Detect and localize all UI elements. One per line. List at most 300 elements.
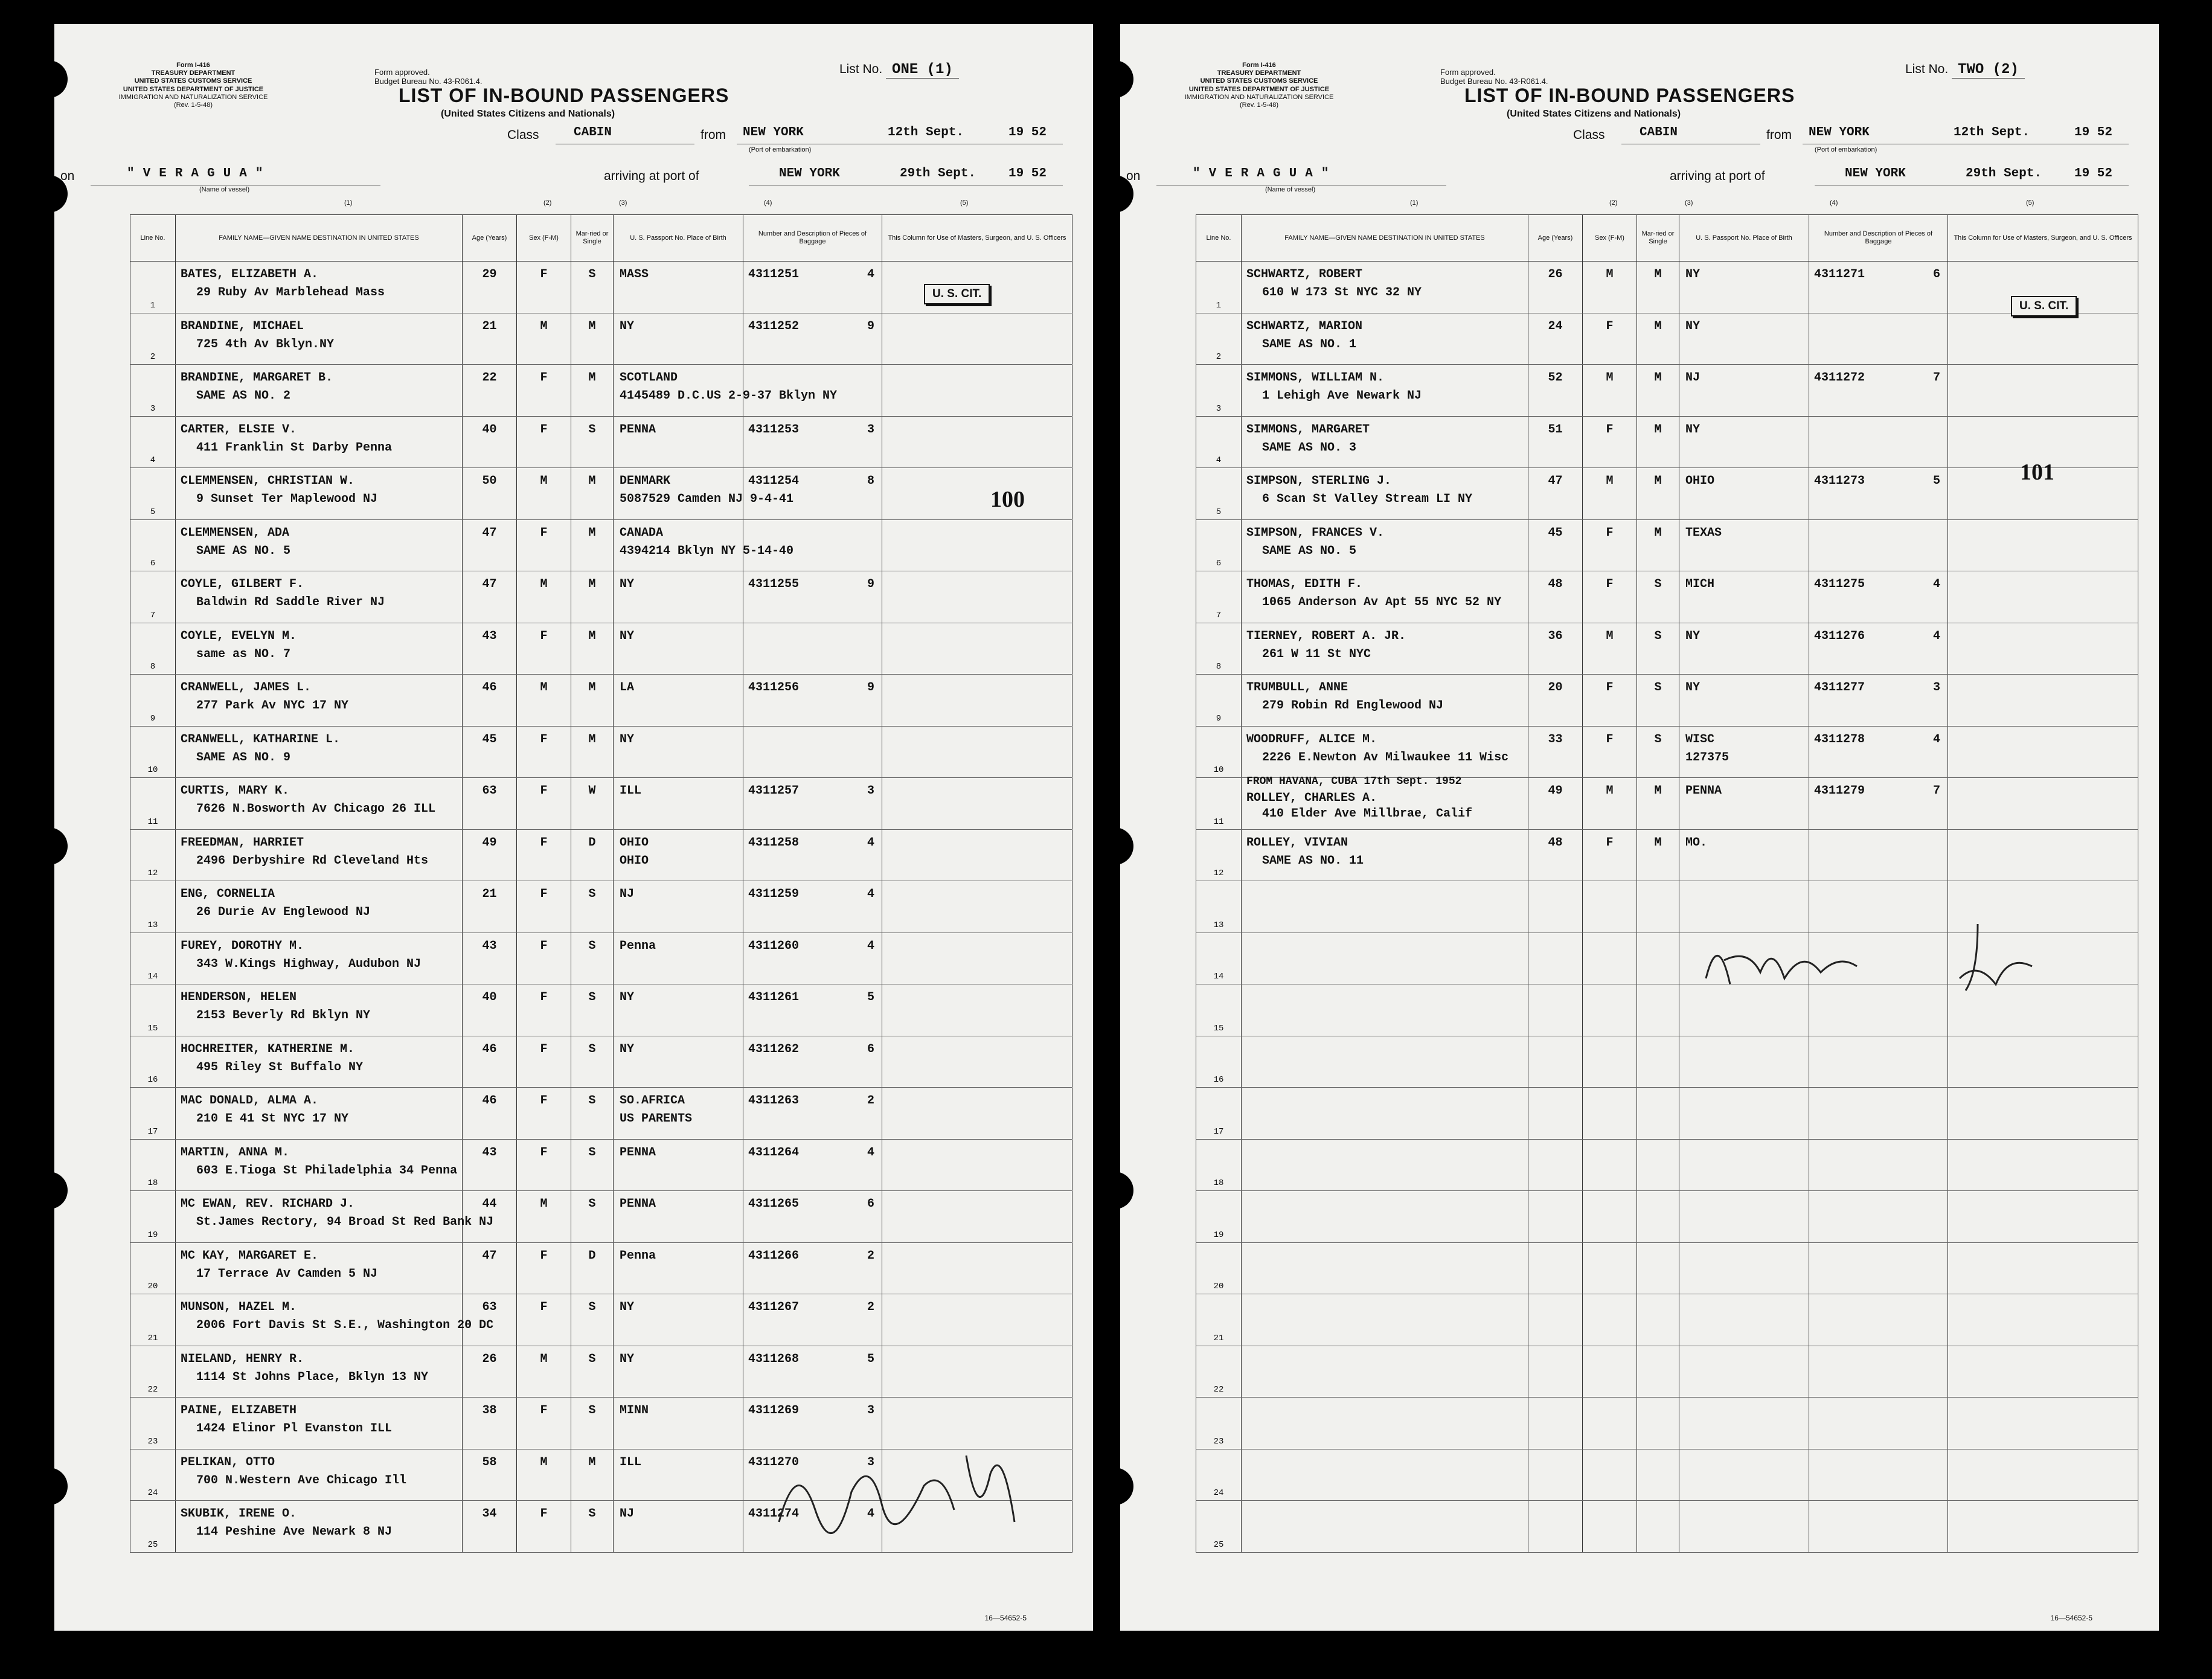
passenger-age: 26 xyxy=(1548,268,1563,281)
passenger-age: 26 xyxy=(482,1352,497,1366)
cell-age xyxy=(463,1139,517,1191)
passenger-marital-status: M xyxy=(588,681,596,695)
cell-name xyxy=(1242,365,1528,417)
cell-officers xyxy=(1948,1449,2138,1501)
baggage-pieces: 7 xyxy=(1932,371,1940,385)
passenger-destination: 210 E 41 St NYC 17 NY xyxy=(196,1112,349,1126)
arrival-year: 19 52 xyxy=(2074,167,2113,181)
passenger-destination: 26 Durie Av Englewood NJ xyxy=(196,905,371,919)
cell-baggage xyxy=(743,675,882,727)
passenger-sex: F xyxy=(540,1042,548,1056)
cell-passport xyxy=(1679,1398,1809,1449)
col-num-3: (3) xyxy=(1685,199,1693,207)
cell-name xyxy=(1242,262,1528,313)
arrival-port: NEW YORK xyxy=(1845,167,1906,181)
baggage-pieces: 7 xyxy=(1932,784,1940,798)
cell-passport xyxy=(614,881,743,933)
treasury-dept: TREASURY DEPARTMENT xyxy=(151,69,236,77)
cell-sex xyxy=(517,1191,571,1243)
header-age: Age (Years) xyxy=(463,215,517,262)
passenger-age: 63 xyxy=(482,1300,497,1314)
punch-hole xyxy=(1096,827,1133,865)
passenger-destination: 17 Terrace Av Camden 5 NJ xyxy=(196,1266,378,1281)
embark-port: NEW YORK xyxy=(743,126,804,140)
page-title: LIST OF IN-BOUND PASSENGERS xyxy=(1464,85,1795,106)
form-approved: Form approved. xyxy=(1440,68,1496,77)
passenger-destination: 495 Riley St Buffalo NY xyxy=(196,1060,364,1074)
col-num-5: (5) xyxy=(960,199,969,207)
passenger-name: SIMMONS, MARGARET xyxy=(1246,422,1370,437)
passport-birthplace: NJ xyxy=(1685,371,1701,385)
passenger-destination: SAME AS NO. 5 xyxy=(1262,544,1357,558)
passenger-destination: 9 Sunset Ter Maplewood NJ xyxy=(196,492,378,506)
cell-baggage xyxy=(743,933,882,984)
cell-name xyxy=(176,881,463,933)
baggage-pieces: 9 xyxy=(867,577,874,591)
customs-service: UNITED STATES CUSTOMS SERVICE xyxy=(1200,77,1318,85)
header-line-no: Line No. xyxy=(130,215,176,262)
cell-baggage xyxy=(743,519,882,571)
passenger-age: 40 xyxy=(482,990,497,1004)
cell-name xyxy=(176,519,463,571)
cell-sex xyxy=(1583,675,1637,727)
cell-name xyxy=(1242,468,1528,520)
baggage-pieces: 6 xyxy=(1932,268,1940,281)
table-row xyxy=(130,1036,1072,1088)
col-num-4: (4) xyxy=(764,199,772,207)
passenger-table xyxy=(1196,214,2138,1553)
page-subtitle: (United States Citizens and Nationals) xyxy=(1507,109,1681,119)
cell-sex xyxy=(1583,881,1637,933)
passport-birthplace: PENNA xyxy=(1685,784,1722,798)
budget-bureau: Budget Bureau No. 43-R061.4. xyxy=(374,77,482,86)
table-row xyxy=(1196,726,2138,778)
cell-officers xyxy=(882,726,1072,778)
justice-dept: UNITED STATES DEPARTMENT OF JUSTICE xyxy=(123,86,264,93)
cell-age xyxy=(1528,262,1583,313)
passenger-sex: F xyxy=(540,629,548,643)
punch-hole xyxy=(30,827,68,865)
vessel-label: (Name of vessel) xyxy=(1265,186,1316,193)
cell-line-no xyxy=(1196,829,1242,881)
cell-sex xyxy=(517,1088,571,1140)
passenger-marital-status: S xyxy=(588,1507,596,1521)
line-number: 25 xyxy=(1213,1539,1224,1550)
cell-name xyxy=(1242,1088,1528,1140)
passenger-sex: F xyxy=(540,1145,548,1160)
ins-service: IMMIGRATION AND NATURALIZATION SERVICE xyxy=(1184,94,1334,101)
cell-baggage xyxy=(1809,726,1948,778)
cell-age xyxy=(463,1501,517,1553)
table-row xyxy=(130,571,1072,623)
cell-passport xyxy=(1679,1242,1809,1294)
passenger-age: 21 xyxy=(482,319,497,333)
passenger-marital-status: S xyxy=(588,422,596,437)
ins-service: IMMIGRATION AND NATURALIZATION SERVICE xyxy=(118,94,268,101)
cell-age xyxy=(463,571,517,623)
cell-married xyxy=(571,881,614,933)
baggage-number: 4311275 xyxy=(1814,577,1865,591)
cell-line-no xyxy=(130,778,176,830)
table-row xyxy=(1196,778,2138,830)
table-row xyxy=(1196,571,2138,623)
table-row xyxy=(130,1346,1072,1398)
cell-married xyxy=(571,1139,614,1191)
cell-age xyxy=(1528,1294,1583,1346)
cell-sex xyxy=(517,1501,571,1553)
cell-sex xyxy=(1583,1088,1637,1140)
cell-baggage xyxy=(743,984,882,1036)
col-num-1: (1) xyxy=(1410,199,1419,207)
handwritten-signature xyxy=(1694,906,2056,1027)
cell-passport xyxy=(614,984,743,1036)
baggage-number: 4311278 xyxy=(1814,732,1865,746)
cell-married xyxy=(1637,1398,1679,1449)
passenger-sex: F xyxy=(540,835,548,850)
line-number: 5 xyxy=(150,507,156,517)
passenger-marital-status: M xyxy=(588,1455,596,1469)
line-number: 8 xyxy=(1216,662,1222,672)
cell-age xyxy=(1528,829,1583,881)
cell-name xyxy=(176,313,463,365)
baggage-pieces: 4 xyxy=(867,268,874,281)
cell-baggage xyxy=(743,829,882,881)
passenger-destination: 2006 Fort Davis St S.E., Washington 20 DC xyxy=(196,1318,494,1332)
passenger-age: 20 xyxy=(1548,681,1563,695)
baggage-pieces: 3 xyxy=(867,784,874,798)
cell-line-no xyxy=(1196,262,1242,313)
cell-sex xyxy=(517,1398,571,1449)
line-number: 4 xyxy=(1216,455,1222,465)
cell-name xyxy=(176,416,463,468)
line-number: 22 xyxy=(1213,1385,1224,1395)
passenger-age: 43 xyxy=(482,939,497,953)
passenger-sex: M xyxy=(1606,629,1614,643)
table-row xyxy=(1196,468,2138,520)
cell-sex xyxy=(1583,778,1637,830)
cell-line-no xyxy=(1196,675,1242,727)
table-row xyxy=(1196,1088,2138,1140)
passenger-age: 21 xyxy=(482,887,497,901)
passport-birthplace: NY xyxy=(620,990,635,1004)
cell-age xyxy=(463,623,517,675)
table-row xyxy=(1196,1501,2138,1553)
cell-sex xyxy=(517,1346,571,1398)
cell-age xyxy=(463,416,517,468)
passenger-destination: 2226 E.Newton Av Milwaukee 11 Wisc xyxy=(1262,750,1509,765)
line-number: 1 xyxy=(150,300,156,310)
passport-birthplace: Penna xyxy=(620,1248,656,1263)
passenger-marital-status: S xyxy=(588,1042,596,1056)
arrival-port: NEW YORK xyxy=(779,167,840,181)
cell-line-no xyxy=(1196,726,1242,778)
passenger-age: 22 xyxy=(482,371,497,385)
cell-age xyxy=(463,1088,517,1140)
cell-sex xyxy=(1583,1191,1637,1243)
baggage-pieces: 4 xyxy=(1932,629,1940,643)
line-number: 6 xyxy=(1216,559,1222,568)
cell-sex xyxy=(517,778,571,830)
cell-sex xyxy=(517,726,571,778)
cell-married xyxy=(1637,365,1679,417)
baggage-pieces: 5 xyxy=(1932,474,1940,488)
passenger-sex: F xyxy=(540,371,548,385)
line-number: 19 xyxy=(147,1230,158,1240)
list-number-label: List No. xyxy=(839,62,883,76)
cell-married xyxy=(571,365,614,417)
passenger-sex: M xyxy=(540,1455,548,1469)
cell-name xyxy=(1242,881,1528,933)
cell-sex xyxy=(1583,468,1637,520)
cell-officers xyxy=(882,778,1072,830)
table-row xyxy=(1196,262,2138,313)
cell-age xyxy=(463,984,517,1036)
header-sex: Sex (F-M) xyxy=(1583,215,1637,262)
table-row xyxy=(130,1191,1072,1243)
form-footer-code: 16—54652-5 xyxy=(2050,1614,2092,1622)
cell-baggage xyxy=(1809,519,1948,571)
line-number: 18 xyxy=(1213,1178,1224,1188)
cell-married xyxy=(1637,1191,1679,1243)
line-number: 7 xyxy=(150,610,156,620)
table-row xyxy=(130,313,1072,365)
line-number: 19 xyxy=(1213,1230,1224,1240)
passenger-age: 49 xyxy=(482,835,497,850)
cell-officers xyxy=(1948,313,2138,365)
passenger-age: 40 xyxy=(482,422,497,437)
cell-line-no xyxy=(130,571,176,623)
cell-officers xyxy=(1948,675,2138,727)
cell-passport xyxy=(614,623,743,675)
cell-age xyxy=(1528,365,1583,417)
line-number: 15 xyxy=(147,1023,158,1033)
passenger-name: HENDERSON, HELEN xyxy=(181,990,297,1004)
passenger-name: WOODRUFF, ALICE M. xyxy=(1246,732,1377,746)
passenger-count: 101 xyxy=(2020,460,2054,485)
passenger-sex: M xyxy=(540,474,548,488)
line-number: 2 xyxy=(150,352,156,362)
cell-age xyxy=(463,726,517,778)
passenger-name: PAINE, ELIZABETH xyxy=(181,1404,297,1417)
cell-baggage xyxy=(1809,571,1948,623)
baggage-number: 4311273 xyxy=(1814,474,1865,488)
passport-birthplace: NY xyxy=(620,629,635,643)
passport-birthplace: NY xyxy=(1685,681,1701,695)
cell-baggage xyxy=(743,1294,882,1346)
cell-officers xyxy=(882,571,1072,623)
cell-passport xyxy=(1679,313,1809,365)
baggage-pieces: 5 xyxy=(867,1352,874,1366)
cell-passport xyxy=(1679,1346,1809,1398)
passenger-sex: F xyxy=(1606,319,1614,333)
cell-line-no xyxy=(1196,1088,1242,1140)
passenger-destination: 411 Franklin St Darby Penna xyxy=(196,440,393,455)
cell-age xyxy=(463,1191,517,1243)
passenger-destination: 7626 N.Bosworth Av Chicago 26 ILL xyxy=(196,802,436,816)
col-num-5: (5) xyxy=(2026,199,2034,207)
cell-line-no xyxy=(130,1346,176,1398)
cell-age xyxy=(1528,1346,1583,1398)
table-row xyxy=(130,933,1072,984)
cell-line-no xyxy=(130,1139,176,1191)
cell-officers xyxy=(1948,365,2138,417)
passenger-sex: M xyxy=(1606,268,1614,281)
cell-officers xyxy=(882,1294,1072,1346)
cell-passport xyxy=(1679,1294,1809,1346)
cell-passport xyxy=(614,1139,743,1191)
cell-name xyxy=(176,1036,463,1088)
passenger-age: 47 xyxy=(482,1248,497,1263)
table-row xyxy=(130,726,1072,778)
passenger-destination: same as NO. 7 xyxy=(196,647,291,661)
passenger-marital-status: S xyxy=(588,1145,596,1160)
passenger-name: BATES, ELIZABETH A. xyxy=(181,268,319,281)
passenger-age: 24 xyxy=(1548,319,1563,333)
cell-married xyxy=(1637,778,1679,830)
cell-age xyxy=(463,881,517,933)
form-approval xyxy=(1440,68,1548,86)
passenger-sex: M xyxy=(1606,371,1614,385)
passenger-marital-status: M xyxy=(588,371,596,385)
line-number: 21 xyxy=(147,1333,158,1343)
passport-birthplace: NY xyxy=(620,732,635,746)
cell-officers xyxy=(1948,726,2138,778)
passenger-sex: M xyxy=(1606,474,1614,488)
cell-officers xyxy=(882,365,1072,417)
line-number: 13 xyxy=(1213,920,1224,930)
passenger-sex: F xyxy=(540,268,548,281)
cell-married xyxy=(1637,1346,1679,1398)
cell-passport xyxy=(1679,262,1809,313)
passenger-name: CLEMMENSEN, ADA xyxy=(181,525,290,540)
cell-married xyxy=(1637,933,1679,984)
budget-bureau: Budget Bureau No. 43-R061.4. xyxy=(1440,77,1548,86)
passenger-sex: F xyxy=(540,525,548,540)
line-number: 1 xyxy=(1216,300,1222,310)
passenger-name: NIELAND, HENRY R. xyxy=(181,1352,304,1366)
passport-birthplace: OHIO xyxy=(620,835,649,850)
cell-married xyxy=(571,262,614,313)
cell-line-no xyxy=(1196,1501,1242,1553)
list-number-value: TWO (2) xyxy=(1952,62,2025,79)
cell-passport xyxy=(1679,778,1809,830)
manifest-page-right xyxy=(1120,24,2159,1631)
passenger-age: 43 xyxy=(482,1145,497,1160)
cell-name xyxy=(1242,416,1528,468)
passport-number: 4394214 Bklyn NY 5-14-40 xyxy=(620,544,794,558)
table-row xyxy=(130,675,1072,727)
cell-sex xyxy=(517,519,571,571)
cell-sex xyxy=(517,1449,571,1501)
cell-sex xyxy=(1583,829,1637,881)
passenger-age: 49 xyxy=(1548,784,1563,798)
cell-passport xyxy=(614,1449,743,1501)
cell-passport xyxy=(1679,416,1809,468)
passport-birthplace: NJ xyxy=(620,887,635,901)
line-number: 7 xyxy=(1216,610,1222,620)
cell-officers xyxy=(882,1139,1072,1191)
line-number: 2 xyxy=(1216,352,1222,362)
cell-married xyxy=(1637,1501,1679,1553)
cell-baggage xyxy=(1809,1242,1948,1294)
line-number: 18 xyxy=(147,1178,158,1188)
cell-sex xyxy=(517,262,571,313)
cell-sex xyxy=(1583,726,1637,778)
passenger-rows xyxy=(130,262,1072,1553)
passenger-sex: F xyxy=(540,1507,548,1521)
passenger-destination: 114 Peshine Ave Newark 8 NJ xyxy=(196,1525,393,1539)
cell-baggage xyxy=(743,468,882,520)
baggage-pieces: 3 xyxy=(867,422,874,437)
passenger-age: 38 xyxy=(482,1404,497,1417)
page-subtitle: (United States Citizens and Nationals) xyxy=(441,109,615,119)
passenger-name: FUREY, DOROTHY M. xyxy=(181,939,304,953)
baggage-number: 4311261 xyxy=(748,990,800,1004)
cell-passport xyxy=(1679,1449,1809,1501)
cell-passport xyxy=(614,675,743,727)
header-married: Mar-ried or Single xyxy=(571,215,614,262)
punch-hole xyxy=(30,1468,68,1505)
table-row xyxy=(1196,1036,2138,1088)
cell-age xyxy=(1528,1036,1583,1088)
cell-married xyxy=(1637,1036,1679,1088)
cell-officers xyxy=(1948,1191,2138,1243)
line-number: 12 xyxy=(147,868,158,878)
passenger-marital-status: M xyxy=(588,319,596,333)
passenger-sex: F xyxy=(1606,835,1614,850)
passenger-age: 29 xyxy=(482,268,497,281)
list-number xyxy=(1905,62,2025,78)
cell-passport xyxy=(614,365,838,417)
passenger-marital-status: D xyxy=(588,835,596,850)
line-number: 22 xyxy=(147,1385,158,1395)
line-number: 12 xyxy=(1213,868,1224,878)
header-name: FAMILY NAME—GIVEN NAME DESTINATION IN UNITED STATES xyxy=(1242,215,1528,262)
baggage-pieces: 2 xyxy=(867,1248,874,1263)
baggage-number: 4311260 xyxy=(748,939,800,953)
cell-married xyxy=(571,1449,614,1501)
cell-name xyxy=(1242,1036,1528,1088)
cell-age xyxy=(463,519,517,571)
header-officers: This Column for Use of Masters, Surgeon, and U. S. Officers xyxy=(1948,215,2138,262)
cell-line-no xyxy=(1196,881,1242,933)
cell-sex xyxy=(1583,1242,1637,1294)
cell-passport xyxy=(614,571,743,623)
cell-line-no xyxy=(130,519,176,571)
cell-officers xyxy=(1948,519,2138,571)
passenger-name: COYLE, EVELYN M. xyxy=(181,629,297,643)
cell-married xyxy=(1637,1294,1679,1346)
passenger-marital-status: M xyxy=(1654,835,1662,850)
passenger-marital-status: S xyxy=(1654,681,1662,695)
cell-age xyxy=(463,1294,517,1346)
cell-sex xyxy=(517,468,571,520)
passenger-marital-status: S xyxy=(588,990,596,1004)
cell-name xyxy=(1242,1501,1528,1553)
cell-married xyxy=(571,1501,614,1553)
cell-sex xyxy=(1583,365,1637,417)
passenger-destination: Baldwin Rd Saddle River NJ xyxy=(196,596,385,609)
cell-married xyxy=(571,623,614,675)
cell-officers xyxy=(1948,571,2138,623)
cell-line-no xyxy=(130,468,176,520)
cell-officers xyxy=(882,881,1072,933)
cell-married xyxy=(1637,416,1679,468)
baggage-pieces: 5 xyxy=(867,990,874,1004)
cell-sex xyxy=(517,1294,571,1346)
line-number: 16 xyxy=(147,1075,158,1085)
cell-passport xyxy=(1679,675,1809,727)
